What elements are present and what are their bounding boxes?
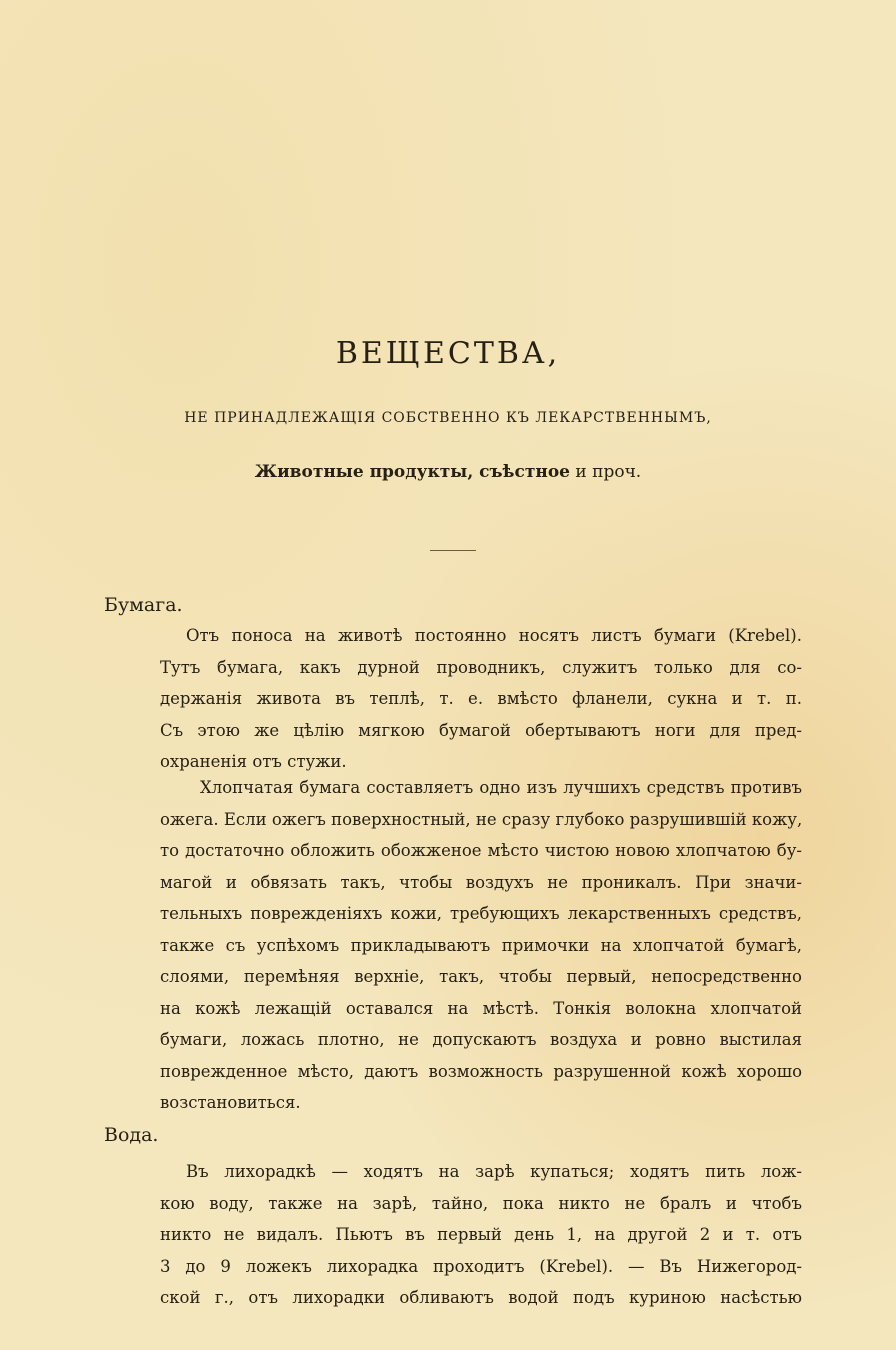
- text-line: Отъ поноса на животѣ постоянно носятъ листъ бумаги (Krebel).: [186, 626, 802, 645]
- page-title: ВЕЩЕСТВА,: [335, 336, 561, 371]
- text-line: 3 до 9 ложекъ лихорадка проходитъ (Krebel). — Въ Нижегород-: [160, 1256, 802, 1276]
- section-heading-voda: Вода.: [104, 1124, 159, 1146]
- text-line: то достаточно обложить обожженое мѣсто чистою новою хлопчатою бу-: [160, 841, 802, 860]
- text-line: тельныхъ поврежденіяхъ кожи, требующихъ лекарственныхъ средствъ,: [160, 904, 802, 923]
- text-line: также съ успѣхомъ прикладываютъ примочки на хлопчатой бумагѣ,: [160, 935, 802, 955]
- subtitle-2-bold: Животные продукты, съѣстное: [254, 462, 570, 482]
- text-line: поврежденное мѣсто, даютъ возможность разрушенной кожѣ хорошо: [160, 1061, 802, 1081]
- paragraph-bumaga-2: [160, 772, 802, 1119]
- text-line: Хлопчатая бумага составляетъ одно изъ лучшихъ средствъ противъ: [200, 778, 802, 797]
- page-subtitle: НЕ ПРИНАДЛЕЖАЩІЯ СОБСТВЕННО КЪ ЛЕКАРСТВЕННЫМЪ,: [184, 410, 712, 426]
- divider-rule: [430, 550, 476, 551]
- section-heading-bumaga: Бумага.: [104, 594, 183, 616]
- text-line: кою воду, также на зарѣ, тайно, пока никто не бралъ и чтобъ: [160, 1193, 802, 1213]
- text-line: ской г., отъ лихорадки обливаютъ водой подъ куриною насѣстью: [160, 1288, 802, 1307]
- text-line: никто не видалъ. Пьютъ въ первый день 1, на другой 2 и т. отъ: [160, 1225, 802, 1244]
- paragraph-bumaga-1: [160, 620, 802, 778]
- text-line: держанія живота въ теплѣ, т. е. вмѣсто фланели, сукна и т. п.: [160, 689, 802, 708]
- paragraph-voda-1: [160, 1156, 802, 1314]
- page-subtitle-2: [0, 462, 896, 482]
- text-line: ожега. Если ожегъ поверхностный, не сразу глубоко разрушившій кожу,: [160, 809, 803, 829]
- subtitle-2-rest: и проч.: [575, 462, 642, 482]
- text-line: Съ этою же цѣлію мягкою бумагой обертываютъ ноги для пред-: [160, 720, 802, 740]
- text-line: на кожѣ лежащій оставался на мѣстѣ. Тонкія волокна хлопчатой: [160, 998, 802, 1018]
- text-line: слоями, перемѣняя верхніе, такъ, чтобы первый, непосредственно: [160, 967, 802, 986]
- text-line: магой и обвязать такъ, чтобы воздухъ не проникалъ. При значи-: [160, 872, 802, 892]
- text-line: возстановиться.: [160, 1093, 301, 1112]
- text-line: охраненія отъ стужи.: [160, 752, 347, 771]
- text-line: Тутъ бумага, какъ дурной проводникъ, служитъ только для со-: [160, 657, 802, 677]
- text-line: бумаги, ложась плотно, не допускаютъ воздуха и ровно выстилая: [160, 1030, 802, 1049]
- text-line: Въ лихорадкѣ — ходятъ на зарѣ купаться; ходятъ пить лож-: [186, 1162, 802, 1181]
